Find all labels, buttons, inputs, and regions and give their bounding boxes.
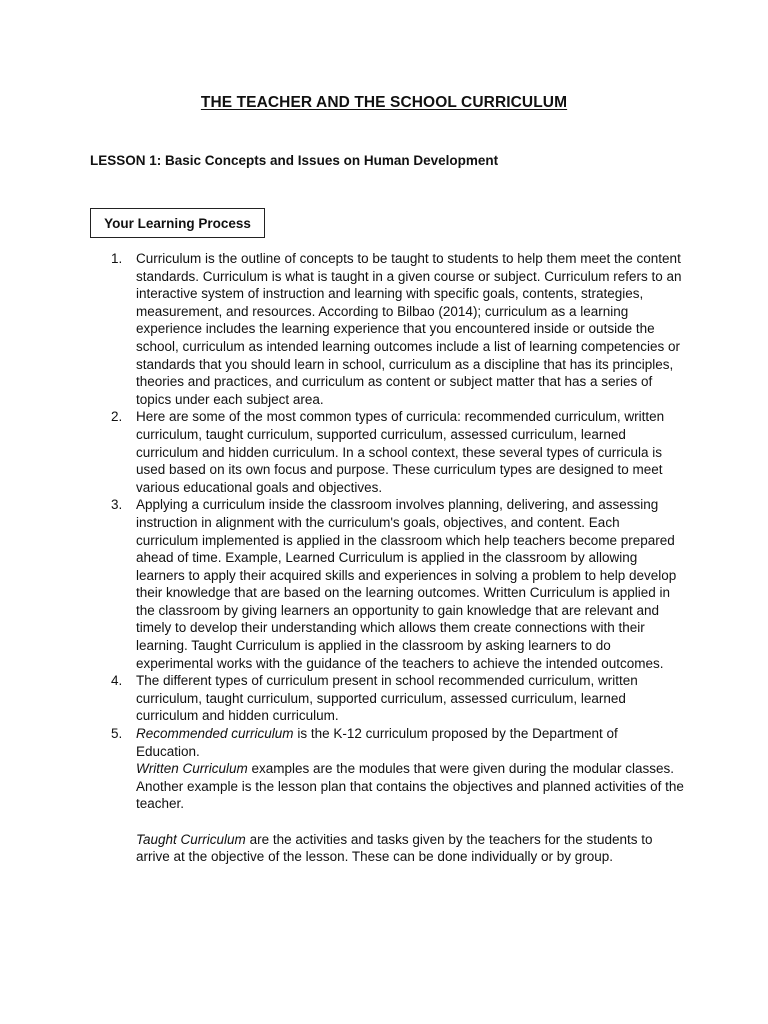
list-item-1 <box>111 250 684 408</box>
list-number: 1. <box>111 251 123 266</box>
list-number: 4. <box>111 673 123 689</box>
document-title: THE TEACHER AND THE SCHOOL CURRICULUM <box>200 94 568 111</box>
list-item-text: Applying a curriculum inside the classroom involves planning, delivering, and assessing instruction in alignment with the curriculum's goals, objectives, and content. Each curriculum implemented is applied in the classroom which help teachers become prepared ahead of time. Example, Learned Curriculum is applied in the classroom by allowing learners to apply their acquired skills and experiences in solving a problem to help develop their knowledge that are based on the learning outcomes. Written Curriculum is applied in the classroom by giving learners an opportunity to gain knowledge that are relevant and timely to develop their understanding which allows them create connections with their learning. Taught Curriculum is applied in the classroom by asking learners to do experimental works with the guidance of the teachers to achieve the intended outcomes. <box>136 497 677 671</box>
lesson-heading: LESSON 1: Basic Concepts and Issues on Human Development <box>90 153 499 168</box>
curriculum-paragraph-taught <box>136 831 684 866</box>
definition-text: examples are the modules that were given during the modular classes. Another example is the lesson plan that contains the objectives and planned activities of the teacher. <box>136 761 684 812</box>
list-item-4 <box>111 672 684 725</box>
term-written-curriculum: Written Curriculum <box>136 761 248 777</box>
list-number: 5. <box>111 726 123 742</box>
list-item-2 <box>111 408 684 496</box>
list-number: 3. <box>111 497 123 513</box>
term-taught-curriculum: Taught Curriculum <box>136 831 246 847</box>
list-number: 2. <box>111 409 123 425</box>
list-item-5 <box>111 725 684 866</box>
list-item-3 <box>111 496 684 672</box>
learning-process-box <box>90 208 265 238</box>
numbered-list <box>111 250 684 866</box>
curriculum-paragraph-written <box>136 760 684 813</box>
list-item-text: The different types of curriculum present in school recommended curriculum, written curriculum, taught curriculum, supported curriculum, assessed curriculum, learned curriculum and hidden curriculum. <box>136 673 638 724</box>
definition-text: is the K-12 curriculum proposed by the Department of Education. <box>136 726 618 759</box>
list-item-text: Here are some of the most common types of curricula: recommended curriculum, written curriculum, taught curriculum, supported curriculum, assessed curriculum, learned curriculum and hidden curriculum. In a school context, these several types of curricula is used based on its own focus and purpose. These curriculum types are designed to meet various educational goals and objectives. <box>136 409 665 495</box>
list-item-text: Curriculum is the outline of concepts to be taught to students to help them meet the content standards. Curriculum is what is taught in a given course or subject. Curriculum refers to an interactive system of instruction and learning with specific goals, contents, strategies, measurement, and resources. According to Bilbao (2014); curriculum as a learning experience includes the learning experience that you encountered inside or outside the school, curriculum as intended learning outcomes include a list of learning competencies or standards that you should learn in school, curriculum as a discipline that has its principles, theories and practices, and curriculum as content or subject matter that has a series of topics under each subject area. <box>136 251 682 407</box>
learning-process-label: Your Learning Process <box>104 215 251 231</box>
term-recommended-curriculum: Recommended curriculum <box>136 726 294 742</box>
curriculum-paragraph-recommended <box>136 725 684 760</box>
definition-text: are the activities and tasks given by the teachers for the students to arrive at the objective of the lesson. These can be done individually or by group. <box>136 831 653 865</box>
